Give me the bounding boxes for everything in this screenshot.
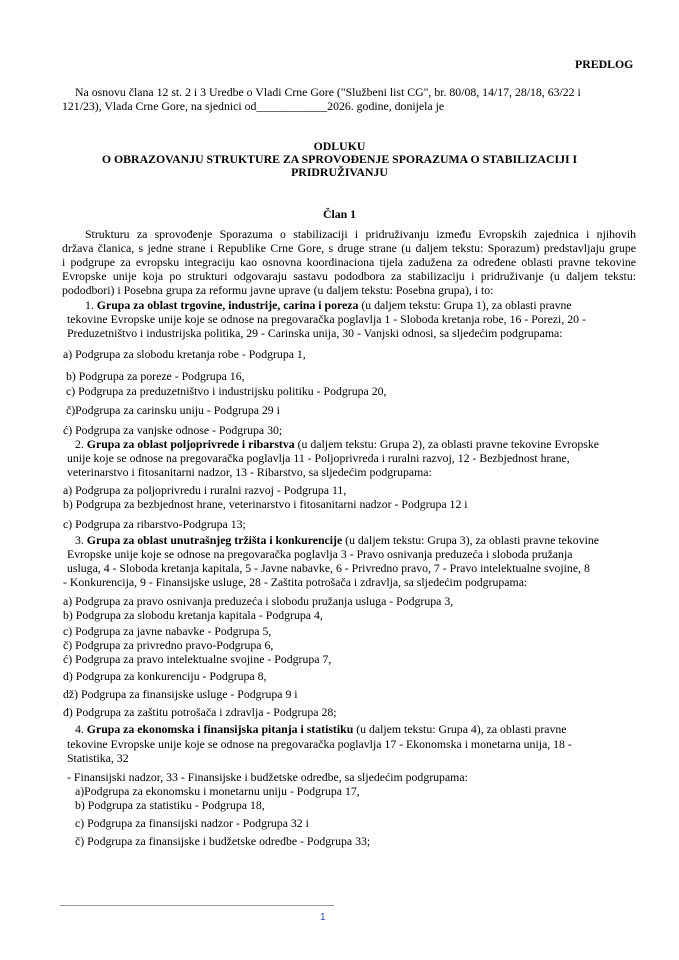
group-1-name: Grupa za oblast trgovine, industrije, carina i poreza bbox=[96, 298, 359, 312]
group-3-name: Grupa za oblast unutrašnjeg tržišta i konkurencije bbox=[86, 533, 343, 547]
group-1-heading-rest: (u daljem tekstu: Grupa 1), za oblasti pravne bbox=[358, 298, 572, 312]
group-3-item: b) Podgrupa za slobodu kretanja kapitala - Podgrupa 4, bbox=[63, 608, 323, 622]
draft-label: PREDLOG bbox=[575, 57, 634, 71]
group-3-item: dž) Podgrupa za finansijske usluge - Podgrupa 9 i bbox=[63, 687, 298, 701]
page-number: 1 bbox=[320, 912, 326, 923]
group-2-name: Grupa za oblast poljoprivrede i ribarstva bbox=[86, 437, 295, 451]
group-3-heading bbox=[75, 534, 599, 547]
preamble-line-1: Na osnovu člana 12 st. 2 i 3 Uredbe o Vladi Crne Gore ("Službeni list CG", br. 80/08, 14/17, 28/18, 63/22 i bbox=[75, 85, 581, 99]
group-3-item: c) Podgrupa za javne nabavke - Podgrupa 5, bbox=[63, 624, 272, 638]
group-1-line-1: tekovine Evropske unije koje se odnose na pregovaračka poglavlja 1 - Sloboda kretanja robe, 16 - Porezi, 20 - bbox=[67, 312, 586, 326]
group-2-heading-rest: (u daljem tekstu: Grupa 2), za oblasti pravne tekovine Evropske bbox=[294, 437, 600, 451]
group-4-item: c) Podgrupa za finansijski nadzor - Podgrupa 32 i bbox=[75, 816, 309, 830]
group-3-line-3: - Konkurencija, 9 - Finansijske usluge, 28 - Zaštita potrošača i zdravlja, sa sljedećim podgrupama: bbox=[63, 575, 528, 589]
decision-title: ODLUKU bbox=[313, 139, 366, 153]
intro-line-2: država članica, s jedne strane i Republike Crne Gore, s druge strane (u daljem tekstu: Sporazum) predstavljaju grupe bbox=[62, 241, 636, 255]
group-4-line-3: - Finansijski nadzor, 33 - Finansijske i budžetske odredbe, sa sljedećim podgrupama: bbox=[67, 770, 468, 784]
group-2-line-1: unije koje se odnose na pregovaračka poglavlja 11 - Poljoprivreda i ruralni razvoj, 12 - Bezbjednost hrane, bbox=[67, 451, 570, 465]
intro-line-3: i podgrupe za evropsku integraciju kao osnovna koordinaciona tijela zadužena za određene oblasti pravne tekovine bbox=[62, 255, 636, 269]
group-4-name: Grupa za ekonomska i finansijska pitanja i statistiku bbox=[86, 722, 354, 736]
group-1-item: č)Podgrupa za carinsku uniju - Podgrupa 29 i bbox=[66, 403, 280, 417]
group-4-line-2: Statistika, 32 bbox=[67, 751, 129, 765]
group-2-item: a) Podgrupa za poljoprivredu i ruralni razvoj - Podgrupa 11, bbox=[63, 483, 347, 497]
intro-line-5: pododbori) i Posebna grupa za reformu javne uprave (u daljem tekstu: Posebna grupa), i to: bbox=[62, 283, 494, 297]
group-4-item: a)Podgrupa za ekonomsku i monetarnu uniju - Podgrupa 17, bbox=[75, 784, 360, 798]
article-heading: Član 1 bbox=[322, 207, 357, 221]
group-4-number: 4. bbox=[75, 722, 87, 736]
group-2-item: c) Podgrupa za ribarstvo-Podgrupa 13; bbox=[63, 517, 246, 531]
group-1-number: 1. bbox=[85, 298, 97, 312]
group-4-item: b) Podgrupa za statistiku - Podgrupa 18, bbox=[75, 798, 265, 812]
group-3-item: d) Podgrupa za konkurenciju - Podgrupa 8, bbox=[63, 669, 267, 683]
intro-line-1: Strukturu za sprovođenje Sporazuma o stabilizaciji i pridruživanju između Evropskih zajednica i njihovih bbox=[85, 227, 636, 241]
group-4-line-1: tekovine Evropske unije koje se odnose na pregovaračka poglavlja 17 - Ekonomska i monetarna unija, 18 - bbox=[67, 737, 572, 751]
group-3-heading-rest: (u daljem tekstu: Grupa 3), za oblasti pravne tekovine bbox=[342, 533, 600, 547]
group-3-item: ć) Podgrupa za pravo intelektualne svojine - Podgrupa 7, bbox=[63, 652, 332, 666]
group-4-heading-rest: (u daljem tekstu: Grupa 4), za oblasti pravne bbox=[353, 722, 567, 736]
footer-divider bbox=[60, 905, 334, 906]
group-2-line-2: veterinarstvo i fitosanitarni nadzor, 13 - Ribarstvo, sa sljedećim podgrupama: bbox=[67, 465, 432, 479]
group-1-item: a) Podgrupa za slobodu kretanja robe - Podgrupa 1, bbox=[63, 347, 306, 361]
group-2-heading bbox=[75, 438, 599, 451]
group-1-item: c) Podgrupa za preduzetništvo i industrijsku politiku - Podgrupa 20, bbox=[66, 384, 387, 398]
group-3-number: 3. bbox=[75, 533, 87, 547]
intro-line-4: Evropske unije koja po strukturi odgovaraju sastavu pododbora za stabilizaciju i pridruživanje (u daljem tekstu: bbox=[62, 269, 636, 283]
decision-subtitle-line-2: PRIDRUŽIVANJU bbox=[291, 165, 388, 179]
group-4-item: č) Podgrupa za finansijske i budžetske odredbe - Podgrupa 33; bbox=[75, 834, 371, 848]
decision-subtitle-line-1: O OBRAZOVANJU STRUKTURE ZA SPROVOĐENJE SPORAZUMA O STABILIZACIJI I bbox=[101, 152, 578, 166]
preamble-line-2: 121/23), Vlada Crne Gore, na sjednici od____________2026. godine, donijela je bbox=[62, 99, 445, 113]
group-2-number: 2. bbox=[75, 437, 87, 451]
group-3-item: đ) Podgrupa za zaštitu potrošača i zdravlja - Podgrupa 28; bbox=[63, 705, 337, 719]
group-3-line-2: usluga, 4 - Sloboda kretanja kapitala, 5 - Javne nabavke, 6 - Privredno pravo, 7 - Pravo intelektualne svojine, 8 bbox=[67, 561, 590, 575]
group-3-line-1: Evropske unije koje se odnose na pregovaračka poglavlja 3 - Pravo osnivanja preduzeća i sloboda pružanja bbox=[67, 547, 573, 561]
group-3-item: č) Podgrupa za privredno pravo-Podgrupa 6, bbox=[63, 638, 274, 652]
group-4-heading bbox=[75, 723, 567, 736]
group-1-item: b) Podgrupa za poreze - Podgrupa 16, bbox=[66, 369, 245, 383]
group-1-line-2: Preduzetništvo i industrijska politika, 29 - Carinska unija, 30 - Vanjski odnosi, sa sljedećim podgrupama: bbox=[67, 326, 563, 340]
group-1-heading bbox=[85, 299, 572, 312]
group-2-item: b) Podgrupa za bezbjednost hrane, veterinarstvo i fitosanitarni nadzor - Podgrupa 12 i bbox=[63, 497, 468, 511]
group-3-item: a) Podgrupa za pravo osnivanja preduzeća i slobodu pružanja usluga - Podgrupa 3, bbox=[63, 594, 454, 608]
group-1-item: ć) Podgrupa za vanjske odnose - Podgrupa 30; bbox=[63, 423, 283, 437]
